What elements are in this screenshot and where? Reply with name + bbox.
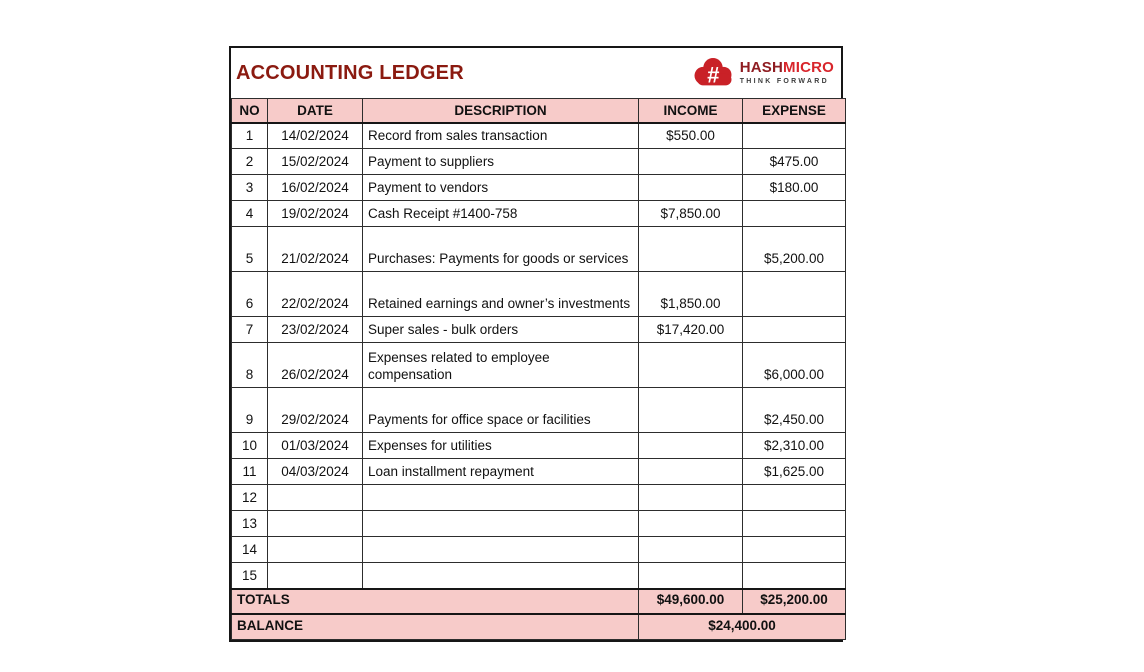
cell-income bbox=[639, 563, 743, 589]
cell-expense bbox=[743, 272, 846, 317]
hashmicro-logo bbox=[691, 55, 834, 91]
cell-no: 10 bbox=[232, 433, 268, 459]
column-header-date: DATE bbox=[268, 99, 363, 123]
ledger-table bbox=[231, 98, 846, 640]
cell-income bbox=[639, 511, 743, 537]
cell-income bbox=[639, 149, 743, 175]
cell-expense: $180.00 bbox=[743, 175, 846, 201]
cell-income bbox=[639, 343, 743, 388]
cell-no: 15 bbox=[232, 563, 268, 589]
cell-description bbox=[363, 511, 639, 537]
cell-date: 14/02/2024 bbox=[268, 123, 363, 149]
cell-date bbox=[268, 511, 363, 537]
cell-description bbox=[363, 563, 639, 589]
ledger-row bbox=[232, 343, 846, 388]
cell-date: 21/02/2024 bbox=[268, 227, 363, 272]
cell-date bbox=[268, 563, 363, 589]
ledger-row bbox=[232, 485, 846, 511]
brand-name bbox=[740, 60, 834, 76]
cell-no: 4 bbox=[232, 201, 268, 227]
cell-no: 6 bbox=[232, 272, 268, 317]
cell-description: Expenses related to employee compensation bbox=[363, 343, 639, 388]
cell-description: Expenses for utilities bbox=[363, 433, 639, 459]
cell-no: 13 bbox=[232, 511, 268, 537]
cell-expense bbox=[743, 485, 846, 511]
ledger-row bbox=[232, 317, 846, 343]
cell-description: Loan installment repayment bbox=[363, 459, 639, 485]
brand-tagline: THINK FORWARD bbox=[739, 78, 829, 86]
cell-date: 15/02/2024 bbox=[268, 149, 363, 175]
cell-expense: $2,310.00 bbox=[743, 433, 846, 459]
cell-no: 7 bbox=[232, 317, 268, 343]
cell-expense bbox=[743, 563, 846, 589]
ledger-row bbox=[232, 537, 846, 563]
column-header-no: NO bbox=[232, 99, 268, 123]
cell-description bbox=[363, 537, 639, 563]
cell-no: 9 bbox=[232, 388, 268, 433]
totals-income-value: $49,600.00 bbox=[639, 589, 743, 614]
cell-income: $550.00 bbox=[639, 123, 743, 149]
totals-label: TOTALS bbox=[232, 589, 639, 614]
cell-income: $1,850.00 bbox=[639, 272, 743, 317]
cell-description: Record from sales transaction bbox=[363, 123, 639, 149]
cell-income bbox=[639, 485, 743, 511]
balance-label: BALANCE bbox=[232, 614, 639, 640]
cell-date: 26/02/2024 bbox=[268, 343, 363, 388]
balance-row bbox=[232, 614, 846, 640]
cell-income bbox=[639, 459, 743, 485]
cell-description: Cash Receipt #1400-758 bbox=[363, 201, 639, 227]
cell-date: 04/03/2024 bbox=[268, 459, 363, 485]
ledger-row bbox=[232, 459, 846, 485]
cell-date: 01/03/2024 bbox=[268, 433, 363, 459]
ledger-row bbox=[232, 201, 846, 227]
cell-date: 22/02/2024 bbox=[268, 272, 363, 317]
cell-expense bbox=[743, 537, 846, 563]
balance-value: $24,400.00 bbox=[639, 614, 846, 640]
ledger-row bbox=[232, 175, 846, 201]
cell-expense: $6,000.00 bbox=[743, 343, 846, 388]
brand-part-hash: HASH bbox=[739, 59, 783, 77]
ledger-row bbox=[232, 272, 846, 317]
cell-expense bbox=[743, 201, 846, 227]
totals-expense-value: $25,200.00 bbox=[743, 589, 846, 614]
cell-no: 1 bbox=[232, 123, 268, 149]
cell-expense: $2,450.00 bbox=[743, 388, 846, 433]
cell-description: Payments for office space or facilities bbox=[363, 388, 639, 433]
cell-expense bbox=[743, 123, 846, 149]
cell-description: Retained earnings and owner’s investments bbox=[363, 272, 639, 317]
cell-income: $17,420.00 bbox=[639, 317, 743, 343]
cell-expense bbox=[743, 511, 846, 537]
cell-income: $7,850.00 bbox=[639, 201, 743, 227]
cell-date: 19/02/2024 bbox=[268, 201, 363, 227]
header-row bbox=[232, 99, 846, 123]
cell-date: 23/02/2024 bbox=[268, 317, 363, 343]
cell-description: Purchases: Payments for goods or services bbox=[363, 227, 639, 272]
ledger-row bbox=[232, 563, 846, 589]
ledger-sheet bbox=[229, 46, 843, 642]
cell-income bbox=[639, 537, 743, 563]
cell-date: 16/02/2024 bbox=[268, 175, 363, 201]
cell-description: Super sales - bulk orders bbox=[363, 317, 639, 343]
hash-cloud-icon bbox=[691, 55, 735, 91]
totals-row bbox=[232, 589, 846, 614]
cell-expense bbox=[743, 317, 846, 343]
ledger-row bbox=[232, 123, 846, 149]
cell-date bbox=[268, 537, 363, 563]
ledger-row bbox=[232, 511, 846, 537]
page-title: ACCOUNTING LEDGER bbox=[236, 61, 464, 84]
cell-no: 2 bbox=[232, 149, 268, 175]
hash-symbol: # bbox=[706, 62, 719, 88]
column-header-expense: EXPENSE bbox=[743, 99, 846, 123]
cell-income bbox=[639, 388, 743, 433]
brand-part-micro: MICRO bbox=[783, 59, 834, 77]
title-bar bbox=[231, 48, 841, 98]
cell-description: Payment to vendors bbox=[363, 175, 639, 201]
ledger-row bbox=[232, 149, 846, 175]
cell-expense: $1,625.00 bbox=[743, 459, 846, 485]
cell-description: Payment to suppliers bbox=[363, 149, 639, 175]
ledger-row bbox=[232, 227, 846, 272]
cell-no: 8 bbox=[232, 343, 268, 388]
cell-date: 29/02/2024 bbox=[268, 388, 363, 433]
column-header-income: INCOME bbox=[639, 99, 743, 123]
cell-date bbox=[268, 485, 363, 511]
cell-no: 5 bbox=[232, 227, 268, 272]
brand-text-block bbox=[740, 60, 834, 85]
cell-description bbox=[363, 485, 639, 511]
cell-no: 3 bbox=[232, 175, 268, 201]
cell-income bbox=[639, 227, 743, 272]
cell-expense: $475.00 bbox=[743, 149, 846, 175]
ledger-row bbox=[232, 433, 846, 459]
column-header-description: DESCRIPTION bbox=[363, 99, 639, 123]
cell-no: 11 bbox=[232, 459, 268, 485]
cell-income bbox=[639, 433, 743, 459]
cell-expense: $5,200.00 bbox=[743, 227, 846, 272]
ledger-row bbox=[232, 388, 846, 433]
cell-no: 12 bbox=[232, 485, 268, 511]
cell-income bbox=[639, 175, 743, 201]
cell-no: 14 bbox=[232, 537, 268, 563]
